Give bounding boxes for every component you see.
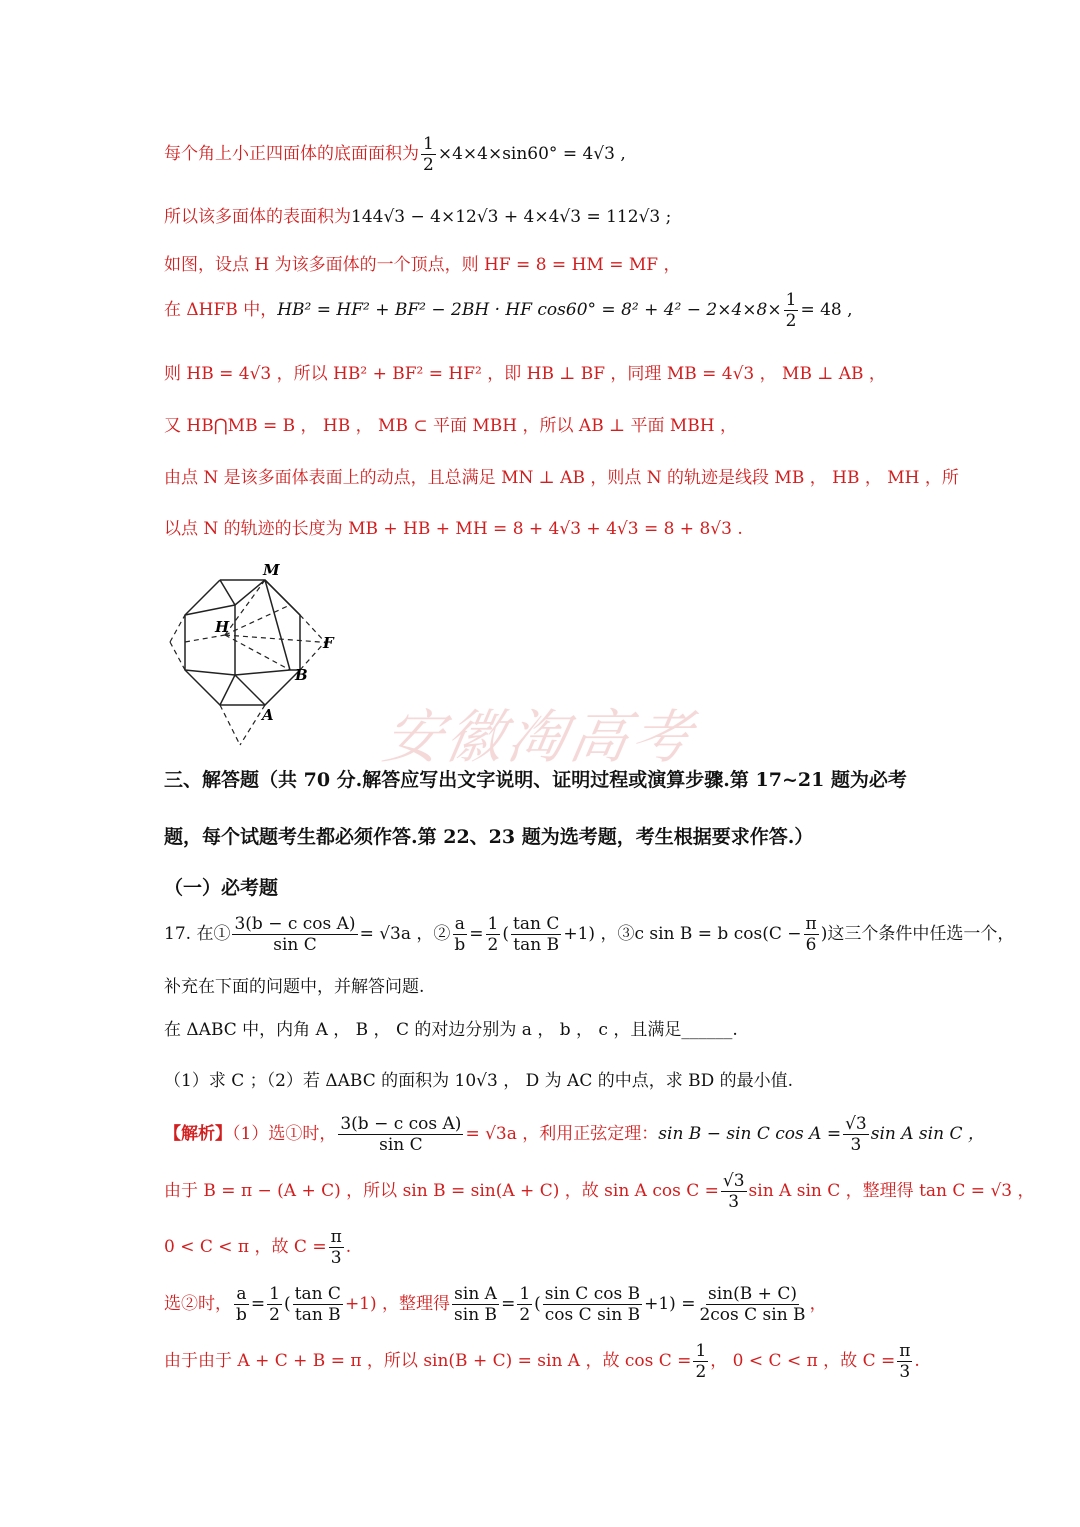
section-subheading: （一）必考题	[164, 877, 279, 899]
q17-line4: （1）求 C ；（2）若 ΔABC 的面积为 10√3 ， D 为 AC 的中点，求 BD 的最小值.	[164, 1071, 794, 1091]
q17-cond1-frac: $\frac{\text{3(b − c cos A)}}{\text{sin C}}$	[234, 914, 356, 955]
trajectory-length-text: 以点 N 的轨迹的长度为 MB + HB + MH = 8 + 4√3 + 4√3 = 8 + 8√3 .	[164, 519, 743, 539]
fraction-half: $\frac{1}{2}$	[423, 134, 434, 175]
label-h: H	[215, 618, 230, 636]
line-surface-area	[164, 205, 671, 229]
fraction-half-2: $\frac{1}{2}$	[785, 290, 797, 331]
base-area-expr: ×4×4×sin60° = 4√3 ,	[437, 144, 626, 164]
q17-conditions: 17. 在① $\frac{\text{3(b − c cos A)}}{\text{sin C}}$ = √3a ，② $\frac{a}{b}$ = $\frac{1}{2}$ ( $\frac{\text{tan C}}{\text{tan B}}$ +1) ，③c sin B = b cos(C − $\frac{\pi}{6}$ )这三个条件中任选一个，	[164, 914, 1015, 955]
label-m: M	[263, 561, 280, 579]
trajectory-text: 由点 N 是该多面体表面上的动点，且总满足 MN ⊥ AB ，则点 N 的轨迹是线段 MB ， HB ， MH ，所	[164, 468, 959, 488]
solution-line2: 由于 B = π − (A + C) ，所以 sin B = sin(A + C) ，故 sin A cos C = $\frac{√3}{3}$ sin A sin C ，整理得 tan C = √3 ，	[164, 1171, 1035, 1212]
polyhedron-figure	[165, 560, 355, 755]
line-trajectory	[164, 466, 959, 490]
vertex-h-text: 如图，设点 H 为该多面体的一个顶点，则 HF = 8 = HM = MF ，	[164, 255, 681, 275]
q17-cond2-frac: $\frac{a}{b}$	[454, 914, 466, 955]
plane-text: 又 HB⋂MB = B ， HB ， MB ⊂ 平面 MBH ，所以 AB ⊥ 平面 MBH ，	[164, 416, 738, 436]
q17-line3: 在 ΔABC 中，内角 A ， B ， C 的对边分别为 a ， b ， c ，且满足______.	[164, 1020, 738, 1040]
solution-line5: 由于由于 A + C + B = π ，所以 sin(B + C) = sin A ，故 cos C = $\frac{1}{2}$ ， 0 < C < π ，故 C = $\frac{\pi}{3}$ .	[164, 1341, 920, 1382]
section-heading-1: 三、解答题（共 70 分.解答应写出文字说明、证明过程或演算步骤.第 17~21 题为必考	[164, 769, 907, 791]
q17-prefix: 17. 在①	[164, 924, 231, 944]
line-plane	[164, 414, 737, 438]
section-heading-2: 题，每个试题考生都必须作答.第 22、23 题为选考题，考生根据要求作答.）	[164, 826, 814, 848]
line-perpendicular	[164, 362, 886, 386]
line-base-area	[164, 134, 626, 175]
cosine-law-prefix: 在 ΔHFB 中，	[164, 300, 278, 320]
label-f: F	[323, 634, 334, 652]
cosine-law-expr: HB² = HF² + BF² − 2BH · HF cos60° = 8² + 4² − 2×4×8×	[277, 300, 782, 320]
solution-line3: 0 < C < π ，故 C = $\frac{\pi}{3}$ .	[164, 1227, 352, 1268]
surface-area-expr: 144√3 − 4×12√3 + 4×4√3 = 112√3 ;	[351, 207, 672, 227]
label-b: B	[295, 666, 308, 684]
q17-line2: 补充在下面的问题中，并解答问题.	[164, 977, 425, 997]
line-trajectory-length	[164, 517, 743, 541]
solution-tag: 【解析】	[164, 1124, 232, 1144]
line-cosine-law	[164, 290, 853, 331]
line-vertex-h	[164, 253, 680, 277]
surface-area-text: 所以该多面体的表面积为	[164, 207, 351, 227]
solution-line4: 选②时， $\frac{a}{b}$ = $\frac{1}{2}$ ( $\frac{\text{tan C}}{\text{tan B}}$ +1) ，整理得 $\frac{\text{sin A}}{\text{sin B}}$ = $\frac{1}{2}$ ( $\frac{\text{sin C cos B}}{\text{cos C sin B}}$ +1) = $\frac{\sin(B + C)}{\text{2cos C sin B}}$ ，	[164, 1284, 827, 1325]
perpendicular-text: 则 HB = 4√3 ，所以 HB² + BF² = HF² ，即 HB ⊥ BF ，同理 MB = 4√3 ， MB ⊥ AB ，	[164, 364, 886, 384]
label-a: A	[262, 706, 274, 724]
solution-line1: 【解析】（1）选①时， $\frac{\text{3(b − c cos A)}}{\text{sin C}}$ = √3a ，利用正弦定理：sin B − sin C cos A = $\frac{√3}{3}$ sin A sin C ，	[164, 1114, 985, 1155]
cosine-law-result: = 48 ,	[800, 300, 853, 320]
base-area-text: 每个角上小正四面体的底面面积为	[164, 144, 419, 164]
watermark: 安徽淘高考	[378, 703, 701, 771]
